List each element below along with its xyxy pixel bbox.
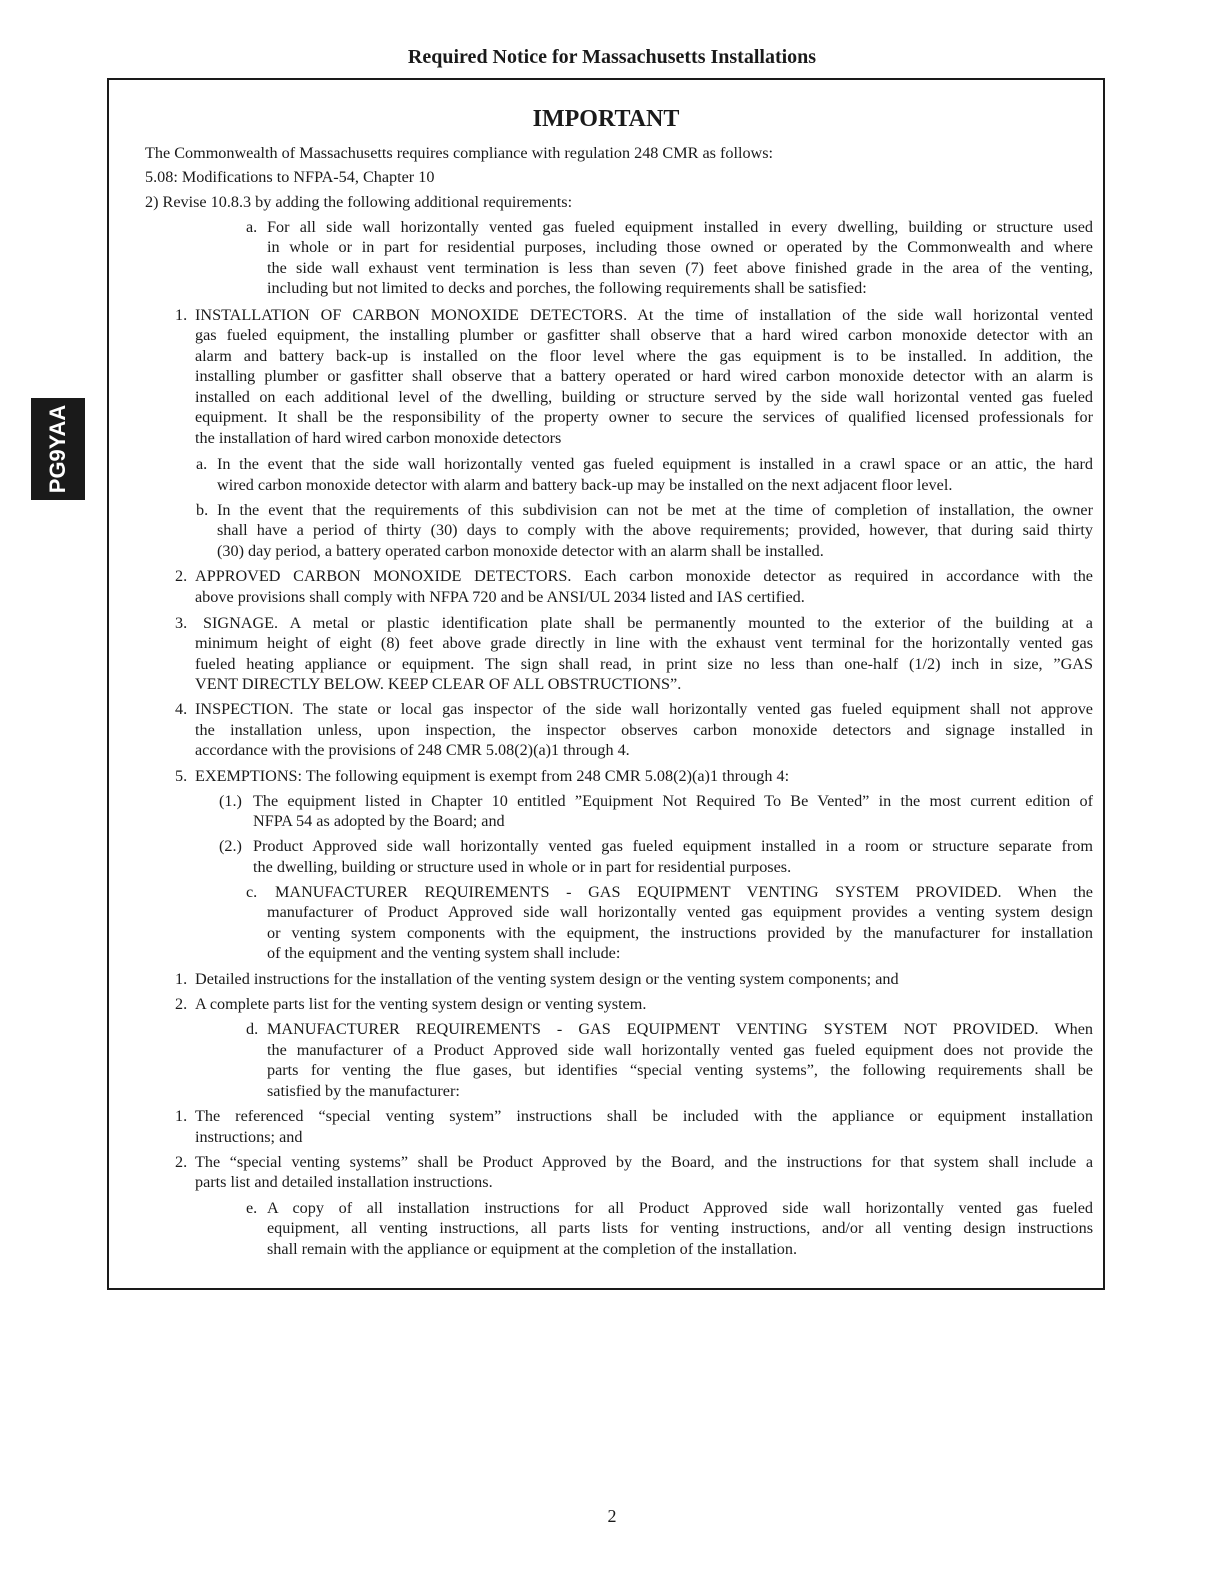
side-tab-label: PG9YAA — [45, 404, 71, 494]
item-line: or venting system components with the equipment, the instructions provided by the manufacturer for installation — [267, 924, 1093, 942]
item-line: gas fueled equipment, the installing plumber or gasfitter shall observe that a hard wired carbon monoxide detector with an — [195, 326, 1093, 344]
item-line: wired carbon monoxide detector with alarm and battery back-up may be installed on the next adjacent floor level. — [217, 476, 953, 494]
item-marker: e. — [246, 1199, 258, 1217]
page-number: 2 — [607, 1506, 617, 1526]
item-line: including but not limited to decks and porches, the following requirements shall be satisfied: — [267, 279, 867, 297]
item-line: shall remain with the appliance or equipment at the completion of the installation. — [267, 1240, 797, 1258]
item-line: accordance with the provisions of 248 CMR 5.08(2)(a)1 through 4. — [195, 741, 630, 759]
item-marker: 1. — [175, 1107, 188, 1125]
item-marker: a. — [196, 455, 208, 473]
item-line: equipment, all venting instructions, all parts lists for venting instructions, and/or all venting design instructions — [267, 1219, 1093, 1237]
item-line: SIGNAGE. A metal or plastic identification plate shall be permanently mounted to the exterior of the building at a — [203, 614, 1093, 632]
item-line: MANUFACTURER REQUIREMENTS - GAS EQUIPMENT VENTING SYSTEM NOT PROVIDED. When — [267, 1020, 1093, 1038]
item-line: A complete parts list for the venting system design or venting system. — [195, 995, 647, 1013]
item-line: equipment. It shall be the responsibility of the property owner to secure the services of qualified licensed professionals for — [195, 408, 1093, 426]
item-line: A copy of all installation instructions for all Product Approved side wall horizontally vented gas fueled — [267, 1199, 1093, 1217]
item-line: In the event that the side wall horizontally vented gas fueled equipment is installed in a crawl space or an attic, the hard — [217, 455, 1093, 473]
item-line: The “special venting systems” shall be Product Approved by the Board, and the instructions for that system shall include a — [195, 1153, 1093, 1171]
item-line: APPROVED CARBON MONOXIDE DETECTORS. Each carbon monoxide detector as required in accordance with the — [195, 567, 1093, 585]
item-marker: a. — [246, 218, 258, 236]
intro-line: 5.08: Modifications to NFPA-54, Chapter 10 — [145, 168, 435, 186]
item-line: EXEMPTIONS: The following equipment is exempt from 248 CMR 5.08(2)(a)1 through 4: — [195, 767, 790, 785]
page-header: Required Notice for Massachusetts Installations — [407, 46, 817, 68]
item-line: INSPECTION. The state or local gas inspector of the side wall horizontally vented gas fueled equipment shall not approve — [195, 700, 1093, 718]
side-tab — [31, 398, 85, 500]
intro-line: The Commonwealth of Massachusetts requires compliance with regulation 248 CMR as follows: — [145, 144, 774, 162]
item-line: alarm and battery back-up is installed on the floor level where the gas equipment is to be installed. In addition, the — [195, 347, 1093, 365]
item-line: shall have a period of thirty (30) days to comply with the above requirements; provided, however, that during said thirty — [217, 521, 1093, 539]
item-line: parts list and detailed installation instructions. — [195, 1173, 493, 1191]
item-marker: b. — [196, 501, 209, 519]
item-line: installing plumber or gasfitter shall observe that a battery operated or hard wired carbon monoxide detector with an alarm is — [195, 367, 1093, 385]
item-line: installed on each additional level of the dwelling, building or structure served by the side wall horizontal vented gas fueled — [195, 388, 1093, 406]
notice-title: IMPORTANT — [532, 106, 680, 132]
item-line: In the event that the requirements of this subdivision can not be met at the time of completion of installation, the owner — [217, 501, 1093, 519]
item-marker: 1. — [175, 306, 188, 324]
item-line: above provisions shall comply with NFPA 720 and be ANSI/UL 2034 listed and IAS certified. — [195, 588, 805, 606]
item-line: The equipment listed in Chapter 10 entitled ”Equipment Not Required To Be Vented” in the most current edition of — [253, 792, 1093, 810]
item-line: of the equipment and the venting system shall include: — [267, 944, 621, 962]
item-marker: c. — [246, 883, 258, 901]
item-line: the manufacturer of a Product Approved side wall horizontally vented gas fueled equipment does not provide the — [267, 1041, 1093, 1059]
item-line: The referenced “special venting system” instructions shall be included with the appliance or equipment installation — [195, 1107, 1093, 1125]
item-line: Detailed instructions for the installation of the venting system design or the venting system components; and — [195, 970, 899, 988]
item-marker: 1. — [175, 970, 188, 988]
item-marker: (2.) — [219, 837, 242, 855]
item-marker: 3. — [175, 614, 188, 632]
item-line: minimum height of eight (8) feet above grade directly in line with the exhaust vent terminal for the horizontally vented gas — [195, 634, 1093, 652]
item-line: in whole or in part for residential purposes, including those owned or operated by the Commonwealth and where — [267, 238, 1093, 256]
item-marker: 2. — [175, 1153, 188, 1171]
item-line: parts for venting the flue gases, but identifies “special venting systems”, the following requirements shall be — [267, 1061, 1093, 1079]
item-line: satisfied by the manufacturer: — [267, 1082, 460, 1100]
item-marker: 2. — [175, 995, 188, 1013]
item-marker: (1.) — [219, 792, 242, 810]
item-line: the side wall exhaust vent termination is less than seven (7) feet above finished grade in the area of the venting, — [267, 259, 1093, 277]
item-line: MANUFACTURER REQUIREMENTS - GAS EQUIPMENT VENTING SYSTEM PROVIDED. When the — [275, 883, 1093, 901]
item-line: NFPA 54 as adopted by the Board; and — [253, 812, 505, 830]
item-line: the dwelling, building or structure used in whole or in part for residential purposes. — [253, 858, 792, 876]
item-line: instructions; and — [195, 1128, 303, 1146]
item-marker: 4. — [175, 700, 188, 718]
item-line: VENT DIRECTLY BELOW. KEEP CLEAR OF ALL OBSTRUCTIONS”. — [195, 675, 682, 693]
item-marker: d. — [246, 1020, 259, 1038]
item-line: the installation of hard wired carbon monoxide detectors — [195, 429, 562, 447]
item-line: INSTALLATION OF CARBON MONOXIDE DETECTORS. At the time of installation of the side wall horizontal vented — [195, 306, 1093, 324]
intro-line: 2) Revise 10.8.3 by adding the following additional requirements: — [145, 193, 573, 211]
item-line: fueled heating appliance or equipment. The sign shall read, in print size no less than one-half (1/2) inch in size, ”GAS — [195, 655, 1093, 673]
item-line: the installation unless, upon inspection, the inspector observes carbon monoxide detectors and signage installed in — [195, 721, 1093, 739]
item-line: Product Approved side wall horizontally vented gas fueled equipment installed in a room or structure separate from — [253, 837, 1093, 855]
item-line: For all side wall horizontally vented gas fueled equipment installed in every dwelling, building or structure used — [267, 218, 1093, 236]
item-marker: 2. — [175, 567, 188, 585]
item-line: (30) day period, a battery operated carbon monoxide detector with an alarm shall be installed. — [217, 542, 824, 560]
item-marker: 5. — [175, 767, 188, 785]
item-line: manufacturer of Product Approved side wall horizontally vented gas equipment provides a venting system design — [267, 903, 1093, 921]
